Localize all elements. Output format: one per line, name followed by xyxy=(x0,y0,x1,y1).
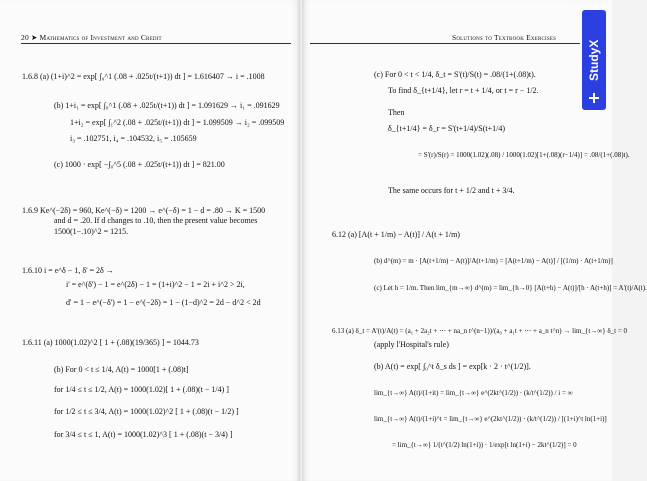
right-line: lim_{t→∞} A(t)/(1+it) = lim_{t→∞} e^(2kt^(1/2)) · (k/t^(1/2)) / i = ∞ xyxy=(374,389,573,397)
left-header-rule xyxy=(21,43,291,44)
left-line: (b) For 0 < t ≤ 1/4, A(t) = 1000[1 + (.08)t] xyxy=(54,365,189,374)
right-line: 6.13 (a) δ_t = A'(t)/A(t) = (a₁ + 2a₂t + ⋯ + na_n t^(n−1))/(a₀ + a₁t + ⋯ + a_n t^n) → lim_{t→∞} δ_t = 0 xyxy=(332,327,628,335)
right-header-rule xyxy=(310,43,580,44)
right-line: δ_{t+1/4} = δ_r = S'(t+1/4)/S(t+1/4) xyxy=(388,124,505,133)
right-page xyxy=(302,0,647,481)
right-line: To find δ_{t+1/4}, let r = t + 1/4, or t = r − 1/2. xyxy=(388,86,539,95)
left-line: i' = e^(δ') − 1 = e^(2δ) − 1 = (1+i)^2 − 1 = 2i + i^2 > 2i, xyxy=(66,280,245,289)
left-page-header xyxy=(21,33,162,42)
left-line: i₃ = .102751, i₄ = .104532, i₅ = .105659 xyxy=(70,134,197,143)
left-header-title: Mathematics of Investment and Credit xyxy=(39,33,162,42)
plus-icon xyxy=(588,92,600,104)
left-line: 1.6.9 Ke^(−2δ) = 960, Ke^(−δ) = 1200 → e^(−δ) = 1 − d = .80 → K = 1500 xyxy=(22,206,266,215)
right-line: (b) d^(m) = m · [A(t+1/m) − A(t)]/A(t+1/m) = [A(t+1/m) − A(t)] / [(1/m) · A(t+1/m)] xyxy=(374,257,613,265)
left-page-number: 20 xyxy=(21,33,29,42)
studyx-logo-text: StudyX xyxy=(587,39,601,81)
right-line: (b) A(t) = exp[ ∫₀^t δ_s ds ] = exp[k · 2 · t^(1/2)]. xyxy=(374,362,531,371)
left-line: 1+i₂ = exp[ ∫₁^2 (.08 + .025t/(t+1)) dt ] = 1.099509 → i₂ = .099509 xyxy=(70,118,285,127)
right-page-header xyxy=(452,33,556,42)
studyx-badge[interactable] xyxy=(582,10,606,110)
left-page xyxy=(0,0,300,481)
right-line: Then xyxy=(388,108,405,117)
left-line: (b) 1+i₁ = exp[ ∫₀^1 (.08 + .025t/(t+1)) dt ] = 1.091629 → i₁ = .091629 xyxy=(54,101,280,110)
chevron-icon: ➤ xyxy=(30,33,38,42)
right-line: 6.12 (a) [A(t + 1/m) − A(t)] / A(t + 1/m) xyxy=(332,230,460,239)
right-line: = lim_{t→∞} 1/(t^(1/2) ln(1+i)) · 1/exp[t ln(1+i) − 2kt^(1/2)] = 0 xyxy=(392,441,577,449)
left-line: d' = 1 − e^(−δ') = 1 − e^(−2δ) = 1 − (1−d)^2 = 2d − d^2 < 2d xyxy=(66,298,261,307)
left-line: (c) 1000 · exp[ −∫₀^5 (.08 + .025t/(t+1)) dt ] = 821.00 xyxy=(54,160,225,169)
right-line: The same occurs for t + 1/2 and t + 3/4. xyxy=(388,186,515,195)
left-line: 1.6.11 (a) 1000(1.02)^2 [ 1 + (.08)(19/365) ] = 1044.73 xyxy=(22,338,199,347)
right-line: (apply l'Hospital's rule) xyxy=(374,340,449,349)
right-line: (c) Let h = 1/m. Then lim_{m→∞} d^(m) = lim_{h→0} [A(t+h) − A(t)]/[h · A(t+h)] = A'(t)/A(t). xyxy=(374,284,647,292)
left-line: 1.6.10 i = e^δ − 1, δ' = 2δ → xyxy=(22,266,114,275)
left-line: for 1/2 ≤ t ≤ 3/4, A(t) = 1000(1.02)^2 [ 1 + (.08)(t − 1/2) ] xyxy=(54,407,239,416)
left-line: 1500(1−.10)^2 = 1215. xyxy=(54,227,129,236)
left-line: and d = .20. If d changes to .10, then the present value becomes xyxy=(54,216,258,225)
left-line: for 1/4 ≤ t ≤ 1/2, A(t) = 1000(1.02)[ 1 + (.08)(t − 1/4) ] xyxy=(54,385,229,394)
right-line: lim_{t→∞} A(t)/(1+i)^t = lim_{t→∞} e^(2kt^(1/2)) · (k/t^(1/2)) / [(1+i)^t ln(1+i)] xyxy=(374,415,607,423)
left-line: 1.6.8 (a) (1+i)^2 = exp[ ∫₀^1 (.08 + .025t/(t+1)) dt ] = 1.616407 → i = .1008 xyxy=(22,72,265,81)
right-header-title: Solutions to Textbook Exercises xyxy=(452,33,557,42)
right-line: = S'(r)/S(r) = 1000(1.02)(.08) / 1000(1.02)[1+(.08)(r−1/4)] = .08/(1+(.08)t). xyxy=(418,151,630,159)
left-line: for 3/4 ≤ t ≤ 1, A(t) = 1000(1.02)^3 [ 1 + (.08)(t − 3/4) ] xyxy=(54,430,233,439)
right-line: (c) For 0 < t < 1/4, δ_t = S'(t)/S(t) = .08/(1+(.08)t). xyxy=(374,70,536,79)
